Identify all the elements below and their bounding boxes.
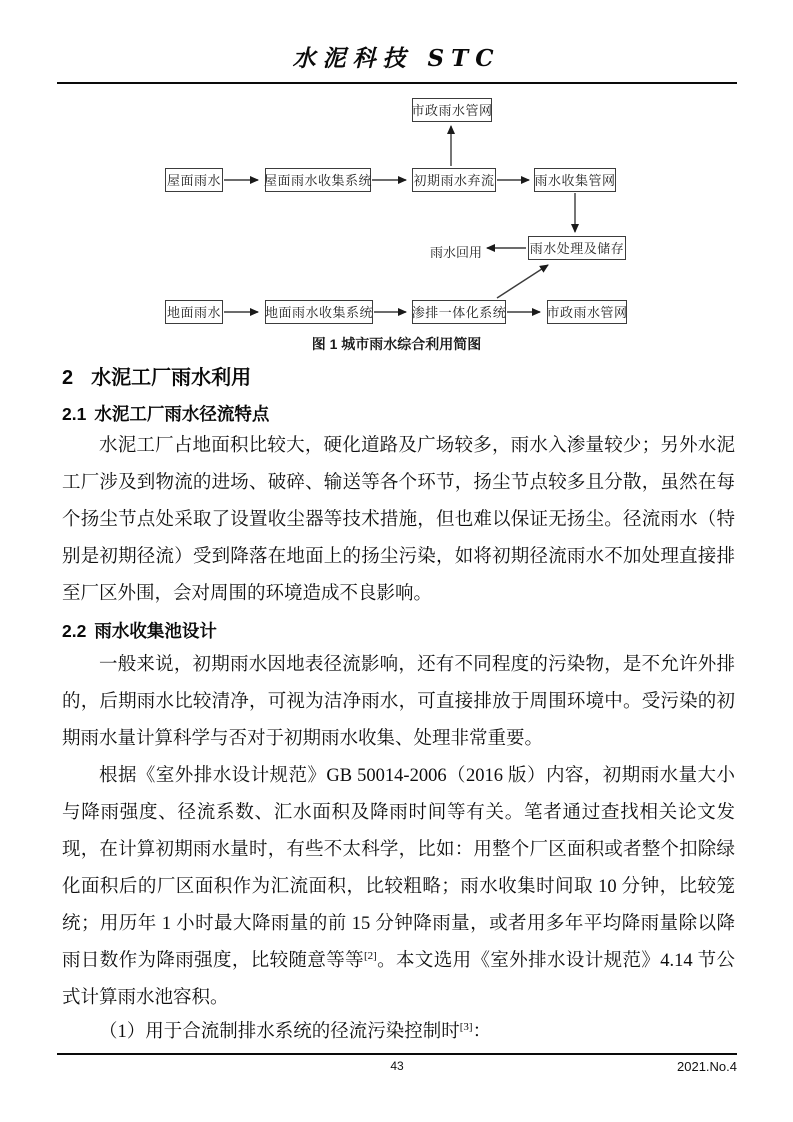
flow-node-roof-collect-system: 屋面雨水收集系统 bbox=[265, 168, 371, 192]
section-2-1-heading bbox=[62, 402, 793, 426]
paragraph-2-2-second bbox=[62, 758, 735, 1017]
section-2-2-title: 雨水收集池设计 bbox=[94, 621, 217, 641]
section-2-heading bbox=[62, 364, 793, 392]
footer-row bbox=[57, 1059, 737, 1075]
flow-node-roof-rain: 屋面雨水 bbox=[165, 168, 223, 192]
list-item-1 bbox=[62, 1017, 735, 1047]
flow-node-municipal-network-top: 市政雨水管网 bbox=[412, 98, 492, 122]
journal-title: 水泥科技 STC bbox=[292, 45, 501, 72]
flow-node-ground-collect-system: 地面雨水收集系统 bbox=[265, 300, 373, 324]
flow-node-infiltration-drain-system: 渗排一体化系统 bbox=[412, 300, 506, 324]
header-rule bbox=[57, 82, 737, 84]
section-2-2-number: 2.2 bbox=[62, 621, 87, 641]
footer-rule bbox=[57, 1053, 737, 1055]
section-2-1-title: 水泥工厂雨水径流特点 bbox=[94, 404, 270, 424]
flow-node-initial-rain-discard: 初期雨水弃流 bbox=[412, 168, 496, 192]
paragraph-2-2-second-tail: 。本文选用《室外排水设计规范》4.14 节公式计算雨水池容积。 bbox=[62, 951, 735, 1008]
list-item-1-text: （1）用于合流制排水系统的径流污染控制时 bbox=[99, 1022, 460, 1042]
issue-number: 2021.No.4 bbox=[677, 1059, 737, 1074]
flow-arrows bbox=[0, 96, 793, 358]
paragraph-2-2-first: 一般来说，初期雨水因地表径流影响，还有不同程度的污染物，是不允许外排的，后期雨水比较清净，可视为洁净雨水，可直接排放于周围环境中。受污染的初期雨水量计算科学与否对于初期雨水收集、处理非常重要。 bbox=[62, 655, 735, 749]
paragraph-2-1: 水泥工厂占地面积比较大，硬化道路及广场较多，雨水入渗量较少；另外水泥工厂涉及到物流的进场、破碎、输送等各个环节，扬尘节点较多且分散，虽然在每个扬尘节点处采取了设置收尘器等技术措施，但也难以保证无扬尘。径流雨水（特别是初期径流）受到降落在地面上的扬尘污染，如将初期径流雨水不加处理直接排至厂区外围，会对周围的环境造成不良影响。 bbox=[62, 436, 735, 604]
flow-node-ground-rain: 地面雨水 bbox=[165, 300, 223, 324]
flow-label-rain-reuse: 雨水回用 bbox=[430, 245, 483, 260]
citation-3: [3] bbox=[459, 1020, 473, 1033]
citation-2: [2] bbox=[363, 949, 377, 962]
section-2-title: 水泥工厂雨水利用 bbox=[91, 367, 252, 389]
list-item-1-colon: ： bbox=[472, 1022, 492, 1042]
section-2-2-heading bbox=[62, 619, 793, 643]
page-number: 43 bbox=[390, 1059, 404, 1073]
page-header bbox=[0, 0, 793, 84]
page-footer bbox=[57, 1053, 737, 1075]
paragraph-2-2-second-text: 根据《室外排水设计规范》GB 50014-2006（2016 版）内容，初期雨水量大小与降雨强度、径流系数、汇水面积及降雨时间等有关。笔者通过查找相关论文发现，在计算初期雨水量时，有些不太科学，比如：用整个厂区面积或者整个扣除绿化面积后的厂区面积作为汇流面积，比较粗略；雨水收集时间取 10 分钟，比较笼统；用历年 1 小时最大降雨量的前 15 分钟降雨量，或者用多年平均降雨量除以降雨日数作为降雨强度，比较随意等等 bbox=[62, 766, 735, 971]
section-2-number: 2 bbox=[62, 367, 74, 389]
figure-1-flowchart bbox=[0, 96, 793, 358]
flow-node-rain-collect-network: 雨水收集管网 bbox=[534, 168, 616, 192]
figure-caption: 图 1 城市雨水综合利用简图 bbox=[311, 336, 482, 352]
flow-node-treat-and-store: 雨水处理及储存 bbox=[528, 236, 626, 260]
section-2-1-number: 2.1 bbox=[62, 404, 87, 424]
flow-node-municipal-network-bottom: 市政雨水管网 bbox=[547, 300, 627, 324]
arrow-infiltration-to-treat bbox=[497, 265, 548, 298]
